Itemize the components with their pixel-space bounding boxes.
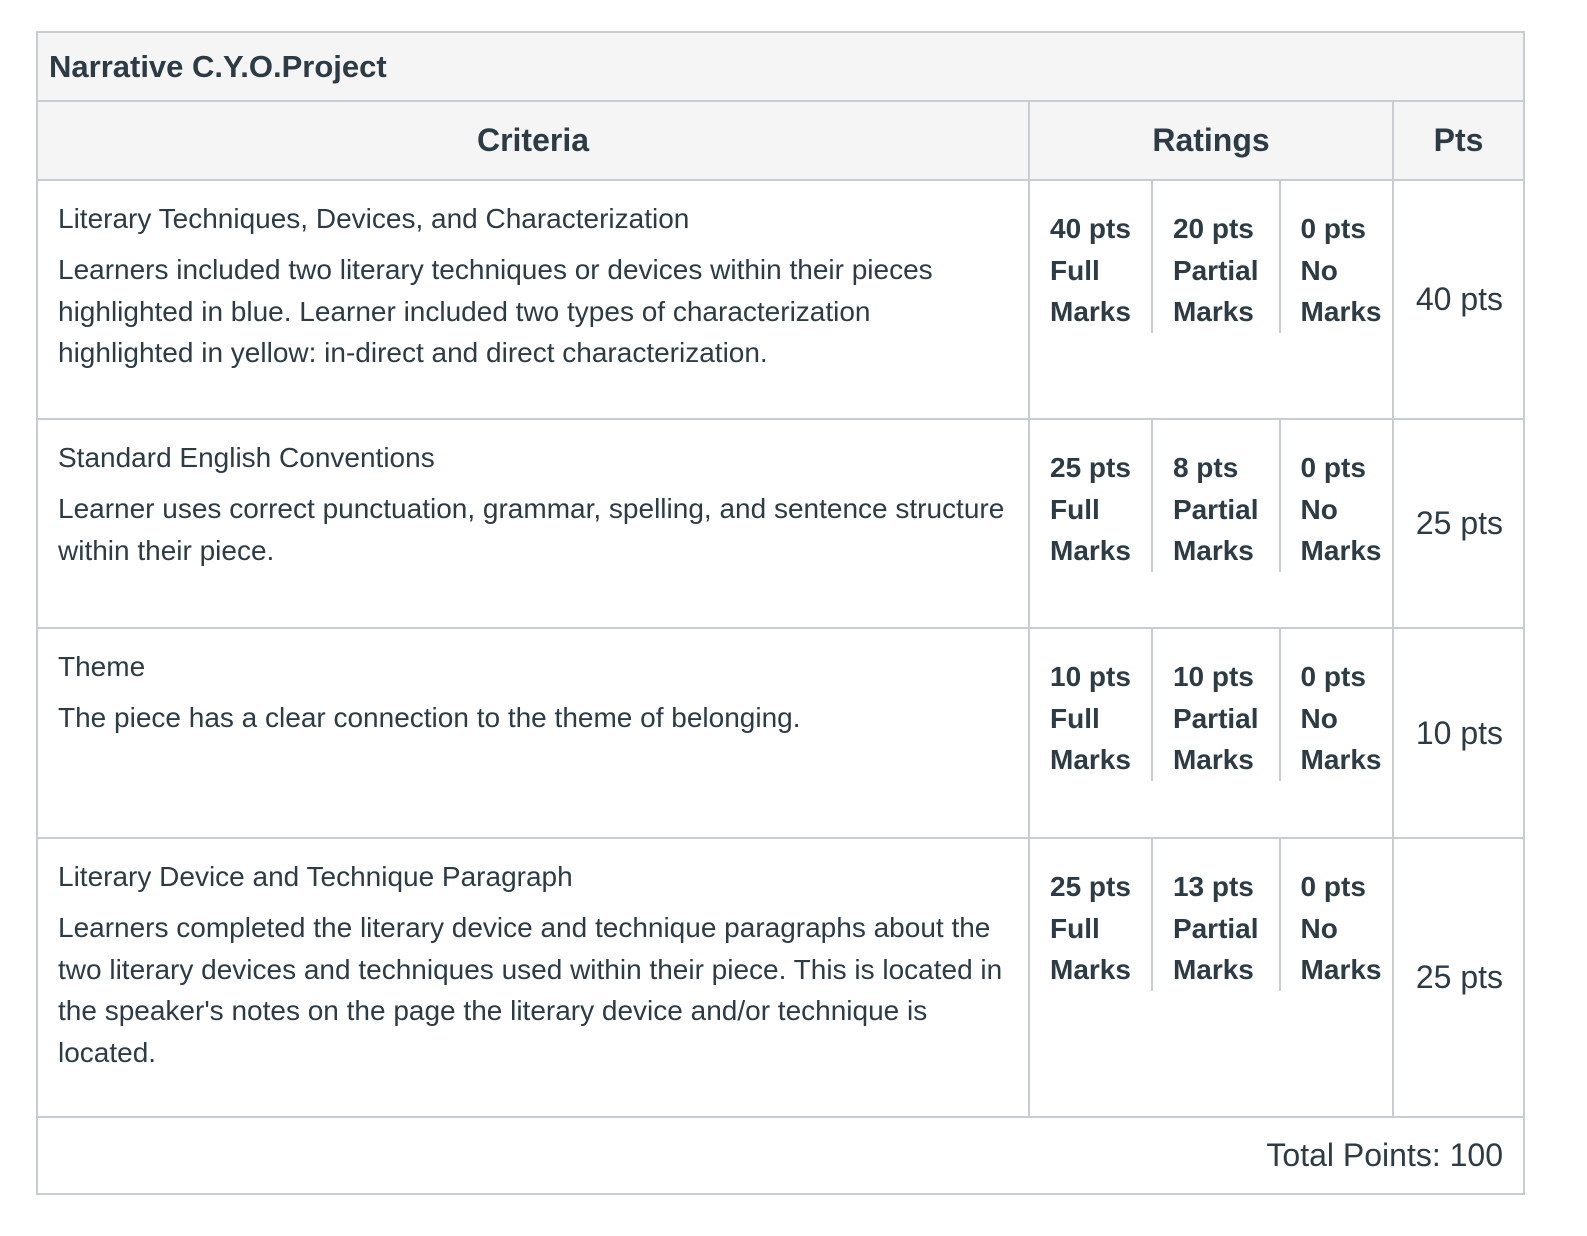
rating-label: Full Marks <box>1050 493 1131 566</box>
rubric-title: Narrative C.Y.O.Project <box>38 33 1523 102</box>
rating-full <box>1030 839 1153 991</box>
rating-points: 10 pts <box>1172 661 1254 692</box>
rating-points: 13 pts <box>1172 871 1254 902</box>
criterion-row <box>38 838 1523 1117</box>
rating-points: 0 pts <box>1300 213 1366 244</box>
rating-partial <box>1153 181 1281 333</box>
rating-partial <box>1153 420 1281 572</box>
criterion-row <box>38 628 1523 838</box>
criterion-description: The piece has a clear connection to the theme of belonging. <box>58 702 801 733</box>
criterion-row <box>38 419 1523 628</box>
ratings-cell <box>1029 838 1393 1117</box>
rating-label: No Marks <box>1300 912 1382 985</box>
rating-none <box>1281 181 1402 333</box>
ratings-cell <box>1029 180 1393 419</box>
criterion-points: 10 pts <box>1393 628 1523 838</box>
rating-none <box>1281 839 1402 991</box>
rating-points: 20 pts <box>1172 213 1254 244</box>
rating-label: Full Marks <box>1050 254 1131 327</box>
rating-partial <box>1153 839 1281 991</box>
rating-label: Partial Marks <box>1172 254 1259 327</box>
rating-points: 25 pts <box>1050 452 1131 483</box>
rating-none <box>1281 420 1402 572</box>
ratings-cell <box>1029 419 1393 628</box>
rating-points: 0 pts <box>1300 452 1366 483</box>
rating-label: Full Marks <box>1050 912 1131 985</box>
rating-label: Partial Marks <box>1172 702 1259 775</box>
rating-label: Partial Marks <box>1172 912 1259 985</box>
rating-points: 8 pts <box>1172 452 1239 483</box>
header-pts: Pts <box>1393 102 1523 180</box>
rating-full <box>1030 181 1153 333</box>
header-criteria: Criteria <box>38 102 1029 180</box>
rating-points: 0 pts <box>1300 661 1366 692</box>
criterion-cell <box>38 838 1029 1117</box>
criterion-cell <box>38 419 1029 628</box>
criterion-description: Learner uses correct punctuation, grammar, spelling, and sentence structure within their piece. <box>58 493 1005 566</box>
rating-full <box>1030 420 1153 572</box>
rating-points: 0 pts <box>1300 871 1366 902</box>
rating-label: No Marks <box>1300 493 1382 566</box>
ratings-cell <box>1029 628 1393 838</box>
criterion-description: Learners completed the literary device and technique paragraphs about the two literary devices and techniques used within their piece. This is located in the speaker's notes on the page the literary device and/or technique is located. <box>58 912 1003 1068</box>
rating-label: No Marks <box>1300 254 1382 327</box>
criterion-points: 25 pts <box>1393 838 1523 1117</box>
criterion-cell <box>38 180 1029 419</box>
rating-partial <box>1153 629 1281 781</box>
rating-full <box>1030 629 1153 781</box>
rating-points: 40 pts <box>1050 213 1131 244</box>
rating-label: Full Marks <box>1050 702 1131 775</box>
criterion-points: 25 pts <box>1393 419 1523 628</box>
criterion-title: Standard English Conventions <box>58 442 435 473</box>
rating-points: 10 pts <box>1050 661 1131 692</box>
criterion-cell <box>38 628 1029 838</box>
criterion-description: Learners included two literary techniques or devices within their pieces highlighted in blue. Learner included two types of characterization highlighted in yellow: in-direct and direct characterization. <box>58 254 933 368</box>
total-points: Total Points: 100 <box>38 1117 1523 1193</box>
criterion-title: Literary Techniques, Devices, and Characterization <box>58 203 690 234</box>
rubric-grid <box>38 102 1523 1193</box>
rubric-table <box>36 31 1525 1195</box>
rating-label: Partial Marks <box>1172 493 1259 566</box>
rating-label: No Marks <box>1300 702 1382 775</box>
criterion-title: Theme <box>58 651 146 682</box>
header-ratings: Ratings <box>1029 102 1393 180</box>
rating-points: 25 pts <box>1050 871 1131 902</box>
criterion-row <box>38 180 1523 419</box>
criterion-points: 40 pts <box>1393 180 1523 419</box>
rating-none <box>1281 629 1402 781</box>
criterion-title: Literary Device and Technique Paragraph <box>58 861 573 892</box>
